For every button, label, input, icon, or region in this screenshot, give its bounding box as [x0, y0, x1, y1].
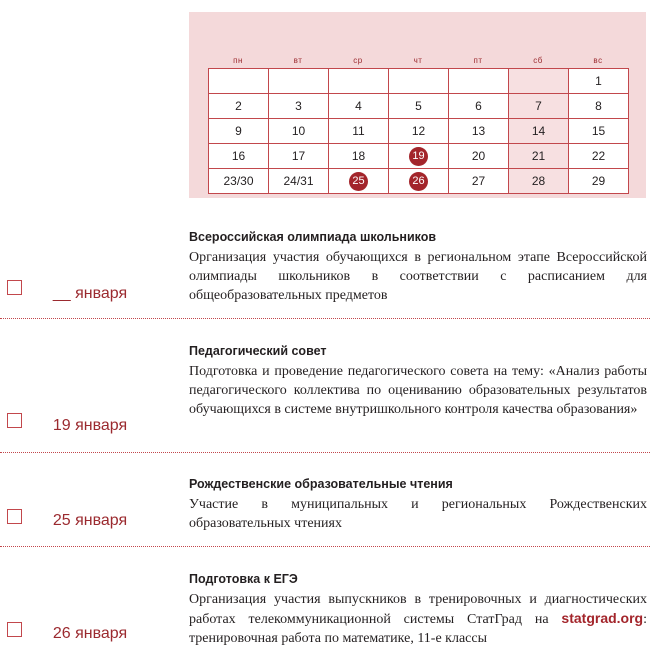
- day-highlight-marker: 25: [349, 172, 368, 191]
- calendar-day: 20: [449, 144, 509, 169]
- event-checkbox[interactable]: [7, 413, 22, 428]
- weekday-label: вт: [293, 56, 303, 65]
- calendar-day: [209, 69, 269, 94]
- event-description: Подготовка и проведение педагогического совета на тему: «Анализ работы педагогического коллектива по оцениванию образовательных результатов обучающихся в системе внутришкольного контроля качества образования»: [189, 364, 647, 417]
- calendar-week: [209, 69, 629, 94]
- calendar-day: 27: [449, 169, 509, 194]
- weekday-label: пн: [233, 56, 243, 65]
- event-description: Участие в муниципальных и региональных Рождественских образовательных чтениях: [189, 497, 647, 531]
- day-highlight-marker: 19: [409, 147, 428, 166]
- calendar-day: 6: [449, 94, 509, 119]
- event-date: __ января: [52, 285, 128, 302]
- event-description-text: : тренировочная работа по математике, 11-е классы: [189, 612, 647, 646]
- event-date: 19 января: [52, 417, 128, 434]
- event-description: Организация участия обучающихся в региональном этапе Всероссийской олимпиады школьников в соответствии с расписанием для общеобразовательных предметов: [189, 250, 647, 303]
- calendar-day: 18: [329, 144, 389, 169]
- calendar-week: [209, 144, 629, 169]
- event-date: 25 января: [52, 512, 128, 529]
- calendar-day: 13: [449, 119, 509, 144]
- calendar-week: [209, 169, 629, 194]
- divider: [0, 318, 650, 319]
- event-description-text: Организация участия выпускников в тренировочных и диагностических работах телекоммуникационной системы СтатГрад на: [189, 592, 647, 627]
- statgrad-link[interactable]: statgrad.org: [561, 610, 644, 626]
- calendar-day: 22: [569, 144, 629, 169]
- calendar-day-highlighted: [389, 169, 449, 194]
- calendar-day-highlighted: [389, 144, 449, 169]
- calendar-day: 12: [389, 119, 449, 144]
- calendar-day: 15: [569, 119, 629, 144]
- event-description: [189, 590, 647, 648]
- weekday-label: сб: [533, 56, 543, 65]
- divider: [0, 452, 650, 453]
- calendar-day: 16: [209, 144, 269, 169]
- calendar-day: 5: [389, 94, 449, 119]
- event-date: 26 января: [52, 625, 128, 642]
- calendar-day: 8: [569, 94, 629, 119]
- calendar-grid: [208, 68, 629, 194]
- divider: [0, 546, 650, 547]
- calendar-day: [269, 69, 329, 94]
- calendar-day: [509, 69, 569, 94]
- calendar-day: 11: [329, 119, 389, 144]
- event-title: Рождественские образовательные чтения: [189, 477, 453, 491]
- day-highlight-marker: 26: [409, 172, 428, 191]
- calendar-day: 1: [569, 69, 629, 94]
- calendar-day: 2: [209, 94, 269, 119]
- weekday-label: ср: [353, 56, 363, 65]
- calendar-week: [209, 94, 629, 119]
- calendar-day: 3: [269, 94, 329, 119]
- event-title: Педагогический совет: [189, 344, 327, 358]
- calendar: [189, 12, 646, 198]
- calendar-day: 10: [269, 119, 329, 144]
- event-title: Всероссийская олимпиада школьников: [189, 230, 437, 244]
- calendar-day: [449, 69, 509, 94]
- calendar-day: 7: [509, 94, 569, 119]
- calendar-day: 23/30: [209, 169, 269, 194]
- calendar-day: 24/31: [269, 169, 329, 194]
- calendar-day-highlighted: [329, 169, 389, 194]
- calendar-day: 4: [329, 94, 389, 119]
- weekday-label: вс: [593, 56, 603, 65]
- calendar-day: [329, 69, 389, 94]
- calendar-day: 9: [209, 119, 269, 144]
- calendar-day: 17: [269, 144, 329, 169]
- calendar-day: 29: [569, 169, 629, 194]
- weekday-label: пт: [473, 56, 483, 65]
- calendar-week: [209, 119, 629, 144]
- event-checkbox[interactable]: [7, 622, 22, 637]
- calendar-perforated-edge: [189, 7, 646, 13]
- event-checkbox[interactable]: [7, 280, 22, 295]
- event-checkbox[interactable]: [7, 509, 22, 524]
- weekday-label: чт: [413, 56, 423, 65]
- calendar-day: 14: [509, 119, 569, 144]
- event-title: Подготовка к ЕГЭ: [189, 572, 298, 586]
- calendar-day: [389, 69, 449, 94]
- calendar-day: 21: [509, 144, 569, 169]
- calendar-day: 28: [509, 169, 569, 194]
